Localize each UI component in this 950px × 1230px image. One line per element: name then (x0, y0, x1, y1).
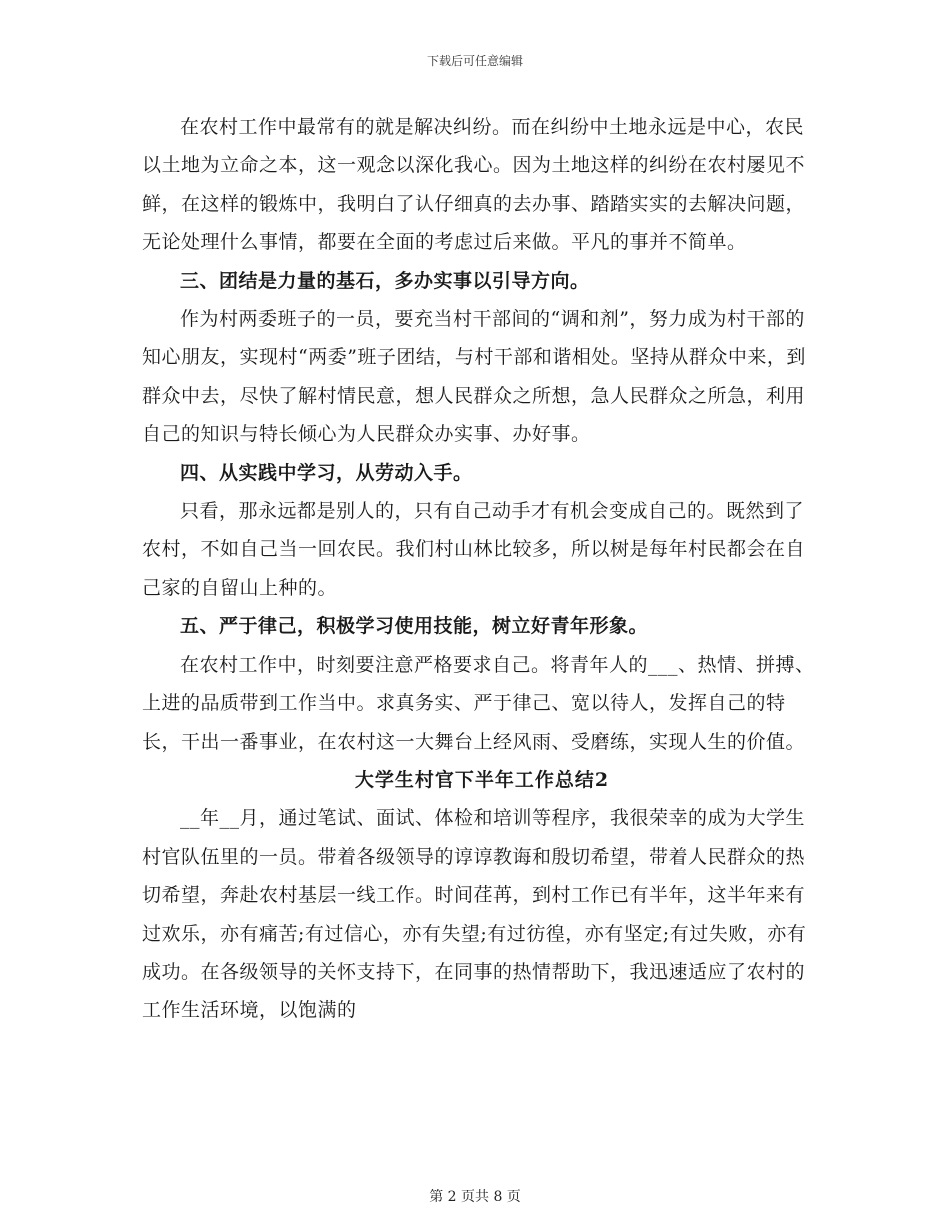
paragraph-unity: 作为村两委班子的一员，要充当村干部间的“调和剂”，努力成为村干部的知心朋友，实现村“两委”班子团结，与村干部和谐相处。坚持从群众中来，到群众中去，尽快了解村情民意，想人民群众之所想，急人民群众之所急，利用自己的知识与特长倾心为人民群众办实事、办好事。 (142, 308, 806, 446)
heading-section-five: 五、严于律己，积极学习使用技能，树立好青年形象。 (180, 615, 649, 638)
paragraph-introduction: __年__月，通过笔试、面试、体检和培训等程序，我很荣幸的成为大学生村官队伍里的一员。带着各级领导的谆谆教诲和殷切希望，带着人民群众的热切希望，奔赴农村基层一线工作。时间荏苒，到村工作已有半年，这半年来有过欢乐，亦有痛苦;有过信心，亦有失望;有过彷徨，亦有坚定;有过失败，亦有成功。在各级领导的关怀支持下，在同事的热情帮助下，我迅速适应了农村的工作生活环境，以饱满的 (142, 807, 807, 1022)
paragraph-practice: 只看，那永远都是别人的，只有自己动手才有机会变成自己的。既然到了农村，不如自己当一回农民。我们村山林比较多，所以树是每年村民都会在自己家的自留山上种的。 (142, 500, 806, 599)
heading-section-four: 四、从实践中学习，从劳动入手。 (180, 461, 473, 484)
section-title: 大学生村官下半年工作总结2 (354, 768, 610, 791)
paragraph-dispute-resolution: 在农村工作中最常有的就是解决纠纷。而在纠纷中土地永远是中心，农民以土地为立命之本，这一观念以深化我心。因为土地这样的纠纷在农村屡见不鲜，在这样的锻炼中，我明白了认仔细真的去办事、踏踏实实的去解决问题，无论处理什么事情，都要在全面的考虑过后来做。平凡的事并不简单。 (142, 116, 806, 254)
page-number: 第 2 页共 8 页 (429, 1189, 521, 1205)
document-body (142, 108, 822, 1030)
heading-section-three: 三、团结是力量的基石，多办实事以引导方向。 (180, 269, 590, 292)
page-header-note: 下载后可任意编辑 (426, 54, 523, 68)
paragraph-self-discipline: 在农村工作中，时刻要注意严格要求自己。将青年人的___、热情、拼搏、上进的品质带到工作当中。求真务实、严于律己、宽以待人，发挥自己的特长，干出一番事业，在农村这一大舞台上经风雨、受磨练，实现人生的价值。 (142, 653, 815, 753)
